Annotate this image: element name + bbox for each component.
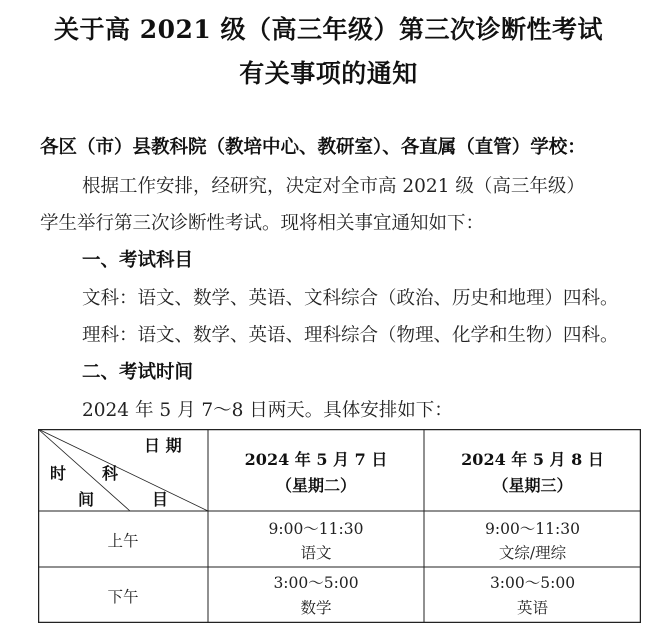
corner-time-top: 时	[50, 464, 67, 483]
intro-line-2: 学生举行第三次诊断性考试。现将相关事宜通知如下：	[40, 213, 485, 234]
notice-title-line2: 有关事项的通知	[239, 59, 418, 88]
morning-day2-subject: 文综/理综	[498, 544, 567, 562]
afternoon-day1-time: 3:00～5:00	[273, 574, 359, 592]
corner-time-bottom: 间	[78, 490, 95, 509]
morning-day1-subject: 语文	[300, 544, 332, 562]
afternoon-day2-subject: 英语	[516, 599, 548, 617]
schedule-table	[38, 429, 641, 623]
column-weekday-1: （星期二）	[275, 476, 356, 495]
column-date-2: 2024 年 5 月 8 日	[461, 450, 604, 469]
row-period-morning: 上午	[107, 532, 139, 550]
arts-subjects-line: 文科：语文、数学、英语、文科综合（政治、历史和地理）四科。	[82, 288, 619, 309]
morning-day1-time: 9:00～11:30	[268, 520, 364, 538]
morning-day2-time: 9:00～11:30	[485, 520, 580, 538]
intro-line-1: 根据工作安排，经研究，决定对全市高 2021 级（高三年级）	[82, 176, 585, 197]
corner-subject-top: 科	[102, 464, 119, 483]
science-subjects-line: 理科：语文、数学、英语、理科综合（物理、化学和生物）四科。	[82, 325, 619, 346]
afternoon-day2-time: 3:00～5:00	[489, 574, 576, 592]
afternoon-day1-subject: 数学	[300, 599, 332, 617]
date-line: 2024 年 5 月 7～8 日两天。具体安排如下：	[82, 400, 453, 421]
address-line: 各区（市）县教科院（教培中心、教研室）、各直属（直管）学校：	[40, 137, 586, 158]
column-date-1: 2024 年 5 月 7 日	[244, 450, 388, 469]
notice-title-line1: 关于高 2021 级（高三年级）第三次诊断性考试	[54, 15, 603, 44]
corner-subject-bottom: 目	[152, 490, 169, 509]
corner-date-label: 日 期	[144, 436, 182, 455]
section1-heading: 一、考试科目	[82, 250, 194, 271]
row-period-afternoon: 下午	[107, 588, 139, 606]
column-weekday-2: （星期三）	[492, 476, 573, 495]
section2-heading: 二、考试时间	[82, 362, 194, 383]
